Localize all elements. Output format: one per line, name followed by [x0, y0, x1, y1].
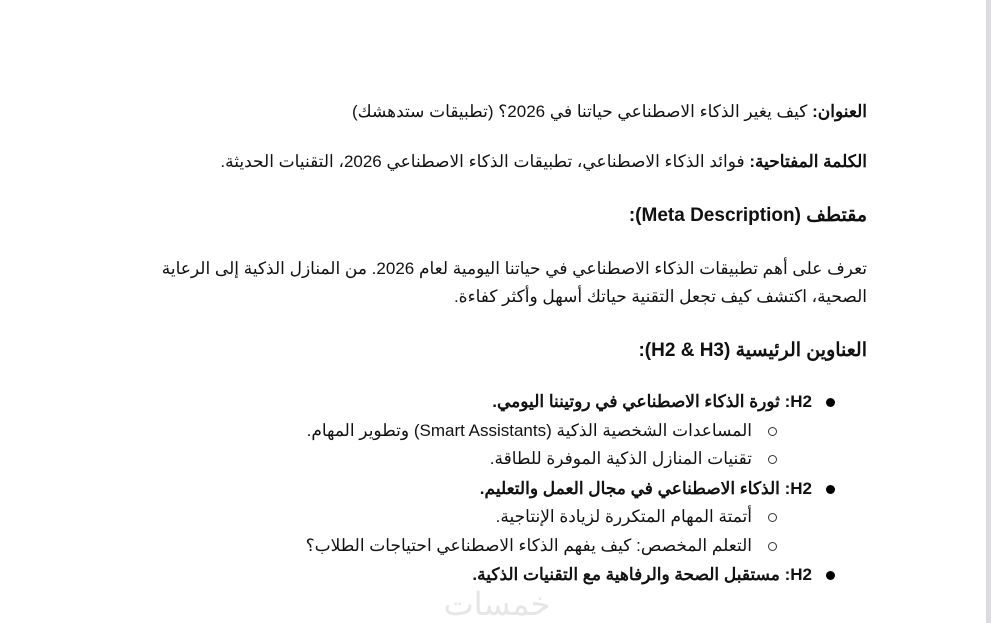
outline-sub-item — [496, 505, 867, 529]
outline-h2-item — [492, 390, 867, 414]
title-line — [352, 100, 867, 124]
keyword-label: الكلمة المفتاحية: — [749, 152, 867, 171]
outline-sub-item — [490, 447, 867, 471]
bullet-circle-icon — [768, 513, 777, 522]
outline-h2-item — [480, 477, 867, 501]
title-value: كيف يغير الذكاء الاصطناعي حياتنا في 2026؟ (تطبيقات ستدهشك) — [352, 102, 813, 121]
outline-h2-item — [472, 563, 867, 587]
bullet-dot-icon — [826, 398, 835, 407]
outline-sub-item — [307, 419, 867, 443]
meta-description-heading: مقتطف (Meta Description): — [628, 205, 867, 226]
outline-sub-item — [306, 534, 867, 558]
page-edge-scrollbar[interactable] — [986, 0, 991, 623]
main-headings-heading: العناوين الرئيسية (H2 & H3): — [638, 340, 867, 361]
bullet-dot-icon — [826, 485, 835, 494]
title-label: العنوان: — [812, 102, 867, 121]
keyword-line — [220, 150, 867, 174]
bullet-circle-icon — [768, 427, 777, 436]
outline-h2-text: H2: مستقبل الصحة والرفاهية مع التقنيات الذكية. — [472, 565, 812, 584]
outline-sub-text: أتمتة المهام المتكررة لزيادة الإنتاجية. — [495, 507, 752, 526]
outline-h2-text: H2: الذكاء الاصطناعي في مجال العمل والتعليم. — [479, 479, 812, 498]
meta-description-text: تعرف على أهم تطبيقات الذكاء الاصطناعي في حياتنا اليومية لعام 2026. من المنازل الذكية إلى الرعاية الصحية، اكتشف كيف تجعل التقنية حياتك أسهل وأكثر كفاءة. — [161, 259, 867, 306]
bullet-circle-icon — [768, 455, 777, 464]
outline-sub-text: التعلم المخصص: كيف يفهم الذكاء الاصطناعي احتياجات الطلاب؟ — [305, 536, 752, 555]
bullet-circle-icon — [768, 542, 777, 551]
keyword-value: فوائد الذكاء الاصطناعي، تطبيقات الذكاء الاصطناعي 2026، التقنيات الحديثة. — [220, 152, 750, 171]
watermark-logo: خمسات — [443, 586, 551, 622]
bullet-dot-icon — [826, 571, 835, 580]
outline-h2-text: H2: ثورة الذكاء الاصطناعي في روتيننا اليومي. — [492, 392, 812, 411]
outline-sub-text: المساعدات الشخصية الذكية (Smart Assistants) وتطوير المهام. — [306, 421, 752, 440]
outline-sub-text: تقنيات المنازل الذكية الموفرة للطاقة. — [489, 449, 752, 468]
